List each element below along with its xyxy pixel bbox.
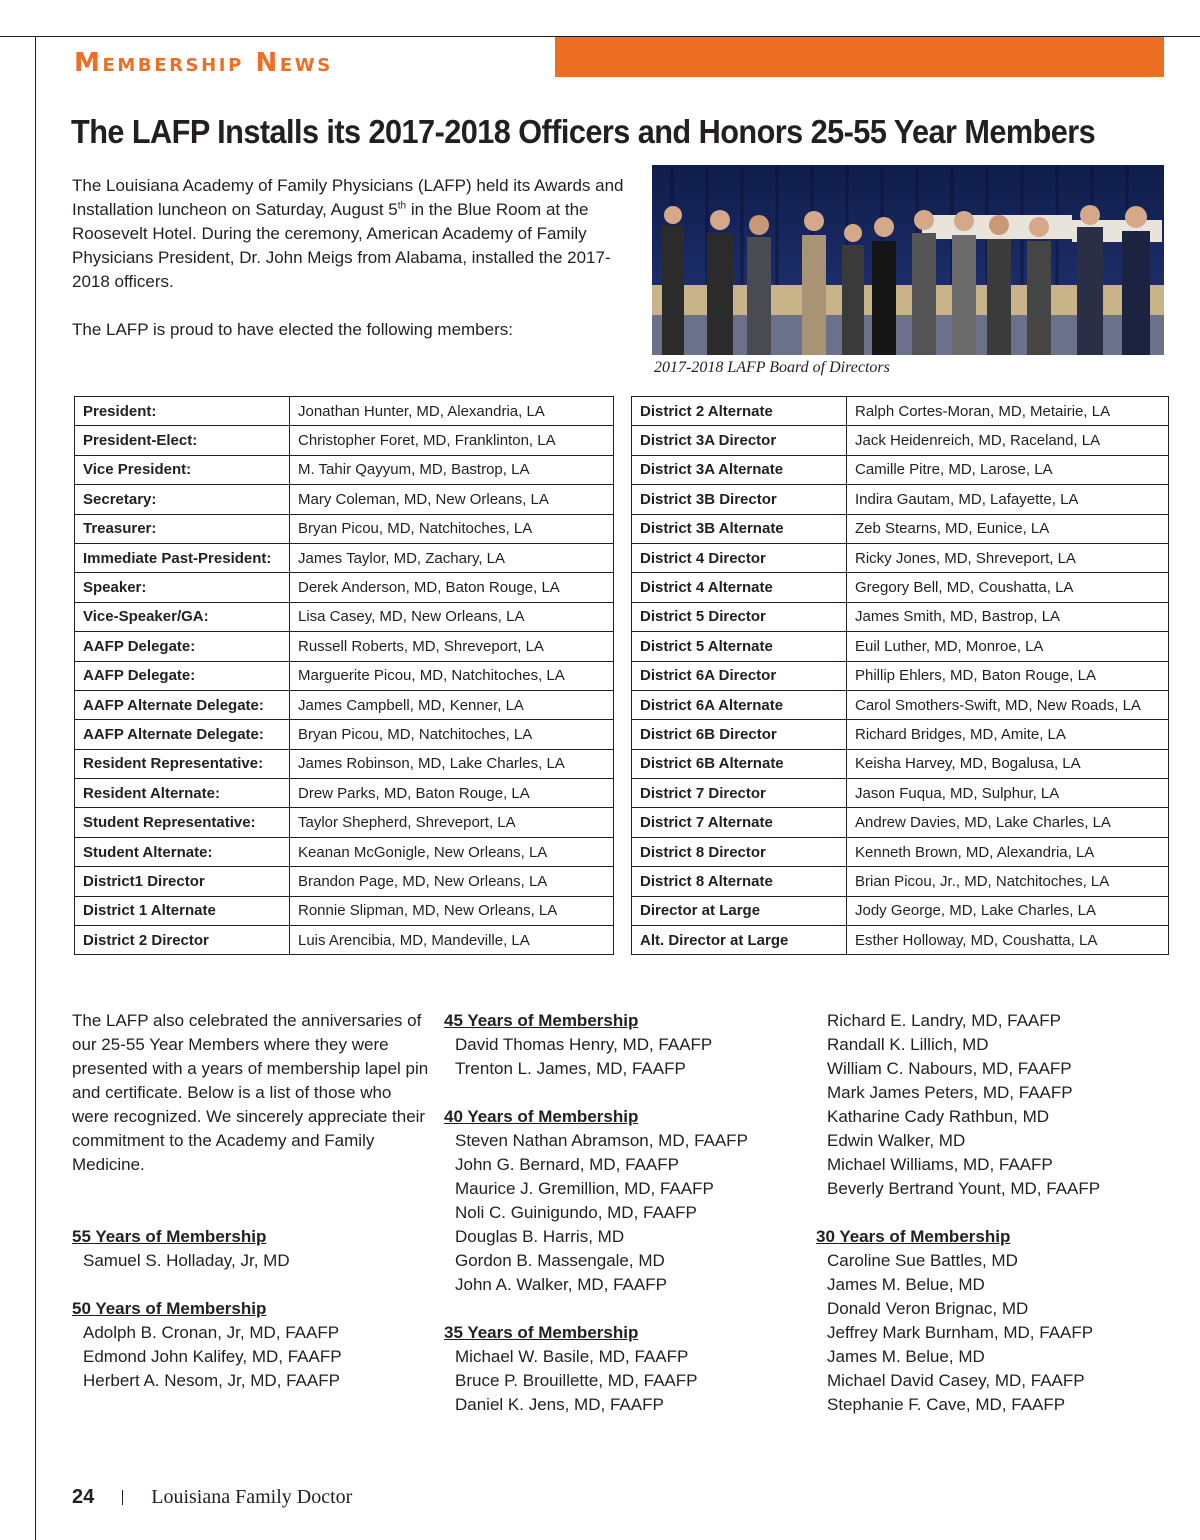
list-55-years: [72, 1249, 342, 1273]
intro-paragraph: The Louisiana Academy of Family Physicians (LAFP) held its Awards and Installation luncheon on Saturday, August 5th in the Blue Room at the Roosevelt Hotel. During the ceremony, American Academy of Family Physicians President, Dr. John Meigs from Alabama, installed the 2017-2018 officers.: [72, 176, 624, 291]
officer-name: James Campbell, MD, Kenner, LA: [290, 690, 614, 719]
member-name: Noli C. Guinigundo, MD, FAAFP: [455, 1203, 697, 1222]
officer-name: Mary Coleman, MD, New Orleans, LA: [290, 485, 614, 514]
officer-name: James Taylor, MD, Zachary, LA: [290, 543, 614, 572]
officer-name: Russell Roberts, MD, Shreveport, LA: [290, 632, 614, 661]
officer-name: Carol Smothers-Swift, MD, New Roads, LA: [847, 690, 1169, 719]
list-45-years: [444, 1033, 748, 1081]
officer-row: [632, 749, 1169, 778]
member-name: James M. Belue, MD: [827, 1275, 985, 1294]
officer-name: Zeb Stearns, MD, Eunice, LA: [847, 514, 1169, 543]
elected-intro: The LAFP is proud to have elected the following members:: [72, 320, 513, 339]
officer-name: Esther Holloway, MD, Coushatta, LA: [847, 926, 1169, 955]
officer-row: [632, 690, 1169, 719]
member-name: Maurice J. Gremillion, MD, FAAFP: [455, 1179, 714, 1198]
officer-row: [75, 690, 614, 719]
member-name: Caroline Sue Battles, MD: [827, 1251, 1018, 1270]
officer-role: District 3A Alternate: [632, 455, 847, 484]
officer-role: AAFP Alternate Delegate:: [75, 690, 290, 719]
officer-name: Jonathan Hunter, MD, Alexandria, LA: [290, 397, 614, 426]
header-accent-bar: [555, 37, 1164, 77]
officer-row: [75, 573, 614, 602]
officer-name: Jason Fuqua, MD, Sulphur, LA: [847, 779, 1169, 808]
officer-row: [632, 426, 1169, 455]
officer-row: [632, 543, 1169, 572]
list-30-years: [816, 1249, 1100, 1417]
list-35-years-part-2: [816, 1009, 1100, 1201]
officer-role: District 6B Director: [632, 720, 847, 749]
officer-name: Luis Arencibia, MD, Mandeville, LA: [290, 926, 614, 955]
member-name: Donald Veron Brignac, MD: [827, 1299, 1029, 1318]
officer-role: Immediate Past-President:: [75, 543, 290, 572]
officer-row: [75, 926, 614, 955]
officer-role: Student Alternate:: [75, 837, 290, 866]
anniversaries-intro-text: The LAFP also celebrated the anniversaries of our 25-55 Year Members where they were presented with a years of membership lapel pin and certificate. Below is a list of those who were recognized. We sincerely appreciate their commitment to the Academy and Family Medicine.: [72, 1011, 429, 1174]
officers-table-right: [631, 396, 1169, 955]
member-name: Stephanie F. Cave, MD, FAAFP: [827, 1395, 1066, 1414]
member-name: Steven Nathan Abramson, MD, FAAFP: [455, 1131, 748, 1150]
officer-role: District 3A Director: [632, 426, 847, 455]
officer-row: [75, 896, 614, 925]
officer-row: [632, 837, 1169, 866]
officer-row: [632, 926, 1169, 955]
section-label: Membership News: [74, 48, 333, 78]
photo-caption: 2017-2018 LAFP Board of Directors: [654, 359, 890, 376]
officer-name: Ronnie Slipman, MD, New Orleans, LA: [290, 896, 614, 925]
anniversary-col-2: [444, 1009, 748, 1417]
anniversary-col-1: [72, 1225, 342, 1393]
heading-30-years: 30 Years of Membership: [816, 1227, 1011, 1246]
member-name: Jeffrey Mark Burnham, MD, FAAFP: [827, 1323, 1094, 1342]
member-name: James M. Belue, MD: [827, 1347, 985, 1366]
officer-row: [75, 837, 614, 866]
article-title: The LAFP Installs its 2017-2018 Officers and Honors 25-55 Year Members: [71, 113, 1096, 150]
officer-row: [632, 455, 1169, 484]
heading-55-years: 55 Years of Membership: [72, 1227, 267, 1246]
member-name: Samuel S. Holladay, Jr, MD: [83, 1251, 290, 1270]
officer-row: [75, 514, 614, 543]
officer-name: Taylor Shepherd, Shreveport, LA: [290, 808, 614, 837]
officer-name: Bryan Picou, MD, Natchitoches, LA: [290, 720, 614, 749]
member-name: Mark James Peters, MD, FAAFP: [827, 1083, 1073, 1102]
officer-role: District 2 Alternate: [632, 397, 847, 426]
officer-name: Richard Bridges, MD, Amite, LA: [847, 720, 1169, 749]
member-name: Beverly Bertrand Yount, MD, FAAFP: [827, 1179, 1101, 1198]
officer-row: [75, 543, 614, 572]
officer-role: Treasurer:: [75, 514, 290, 543]
officer-row: [75, 397, 614, 426]
officer-role: Speaker:: [75, 573, 290, 602]
officer-role: Alt. Director at Large: [632, 926, 847, 955]
member-name: Katharine Cady Rathbun, MD: [827, 1107, 1050, 1126]
officer-role: District 6A Director: [632, 661, 847, 690]
left-rule: [35, 36, 36, 1540]
officers-table-left: [74, 396, 614, 955]
officer-name: James Smith, MD, Bastrop, LA: [847, 602, 1169, 631]
anniversary-col-3: [816, 1009, 1100, 1417]
member-name: John G. Bernard, MD, FAAFP: [455, 1155, 679, 1174]
officer-row: [632, 808, 1169, 837]
officer-role: District1 Director: [75, 867, 290, 896]
list-50-years: [72, 1321, 342, 1393]
officer-role: District 4 Director: [632, 543, 847, 572]
officer-name: Keanan McGonigle, New Orleans, LA: [290, 837, 614, 866]
officer-role: AAFP Delegate:: [75, 632, 290, 661]
member-name: Edwin Walker, MD: [827, 1131, 966, 1150]
officer-row: [632, 720, 1169, 749]
officer-name: Kenneth Brown, MD, Alexandria, LA: [847, 837, 1169, 866]
officer-role: District 8 Alternate: [632, 867, 847, 896]
officer-role: Student Representative:: [75, 808, 290, 837]
list-40-years: [444, 1129, 748, 1297]
officer-row: [632, 602, 1169, 631]
officer-row: [75, 749, 614, 778]
officer-name: Ralph Cortes-Moran, MD, Metairie, LA: [847, 397, 1169, 426]
officer-name: Camille Pitre, MD, Larose, LA: [847, 455, 1169, 484]
officer-role: District 8 Director: [632, 837, 847, 866]
officer-role: Vice President:: [75, 455, 290, 484]
officer-role: Resident Representative:: [75, 749, 290, 778]
officer-name: Andrew Davies, MD, Lake Charles, LA: [847, 808, 1169, 837]
officer-row: [75, 426, 614, 455]
officer-name: Drew Parks, MD, Baton Rouge, LA: [290, 779, 614, 808]
officer-role: District 5 Director: [632, 602, 847, 631]
officer-row: [632, 896, 1169, 925]
page-footer: [72, 1484, 352, 1510]
officer-name: Ricky Jones, MD, Shreveport, LA: [847, 543, 1169, 572]
member-name: John A. Walker, MD, FAAFP: [455, 1275, 667, 1294]
officer-row: [632, 632, 1169, 661]
member-name: Michael Williams, MD, FAAFP: [827, 1155, 1053, 1174]
member-name: Bruce P. Brouillette, MD, FAAFP: [455, 1371, 698, 1390]
officer-row: [75, 720, 614, 749]
officer-name: Lisa Casey, MD, New Orleans, LA: [290, 602, 614, 631]
officer-role: District 7 Alternate: [632, 808, 847, 837]
officer-name: Derek Anderson, MD, Baton Rouge, LA: [290, 573, 614, 602]
officer-row: [75, 867, 614, 896]
officer-row: [632, 779, 1169, 808]
officer-row: [632, 867, 1169, 896]
officer-role: District 1 Alternate: [75, 896, 290, 925]
footer-divider: [122, 1490, 123, 1505]
officer-role: Director at Large: [632, 896, 847, 925]
page-number: 24: [72, 1486, 95, 1508]
member-name: Michael W. Basile, MD, FAAFP: [455, 1347, 689, 1366]
list-35-years-part-1: [444, 1345, 748, 1417]
officer-role: Resident Alternate:: [75, 779, 290, 808]
member-name: Trenton L. James, MD, FAAFP: [455, 1059, 686, 1078]
member-name: Randall K. Lillich, MD: [827, 1035, 989, 1054]
officer-name: Gregory Bell, MD, Coushatta, LA: [847, 573, 1169, 602]
officer-row: [75, 455, 614, 484]
member-name: Richard E. Landry, MD, FAAFP: [827, 1011, 1061, 1030]
officer-row: [632, 485, 1169, 514]
heading-50-years: 50 Years of Membership: [72, 1299, 267, 1318]
officer-name: Christopher Foret, MD, Franklinton, LA: [290, 426, 614, 455]
officer-role: District 6A Alternate: [632, 690, 847, 719]
officer-role: AAFP Delegate:: [75, 661, 290, 690]
member-name: William C. Nabours, MD, FAAFP: [827, 1059, 1072, 1078]
heading-40-years: 40 Years of Membership: [444, 1107, 639, 1126]
board-photo: [652, 165, 1164, 355]
officer-role: AAFP Alternate Delegate:: [75, 720, 290, 749]
officer-name: Brian Picou, Jr., MD, Natchitoches, LA: [847, 867, 1169, 896]
officer-name: Bryan Picou, MD, Natchitoches, LA: [290, 514, 614, 543]
officer-role: District 7 Director: [632, 779, 847, 808]
officer-row: [75, 632, 614, 661]
officer-role: District 3B Alternate: [632, 514, 847, 543]
member-name: Michael David Casey, MD, FAAFP: [827, 1371, 1085, 1390]
officer-name: Jack Heidenreich, MD, Raceland, LA: [847, 426, 1169, 455]
officer-role: District 6B Alternate: [632, 749, 847, 778]
officer-row: [632, 661, 1169, 690]
officer-role: President-Elect:: [75, 426, 290, 455]
officer-row: [632, 573, 1169, 602]
officer-row: [632, 397, 1169, 426]
officer-name: Indira Gautam, MD, Lafayette, LA: [847, 485, 1169, 514]
officer-name: Keisha Harvey, MD, Bogalusa, LA: [847, 749, 1169, 778]
member-name: Herbert A. Nesom, Jr, MD, FAAFP: [83, 1371, 340, 1390]
heading-35-years: 35 Years of Membership: [444, 1323, 639, 1342]
officer-row: [75, 661, 614, 690]
member-name: Adolph B. Cronan, Jr, MD, FAAFP: [83, 1323, 340, 1342]
officer-role: Vice-Speaker/GA:: [75, 602, 290, 631]
officer-row: [75, 779, 614, 808]
board-photo-illustration: [652, 165, 1164, 355]
officer-row: [75, 808, 614, 837]
publication-name: Louisiana Family Doctor: [151, 1486, 353, 1508]
member-name: Douglas B. Harris, MD: [455, 1227, 625, 1246]
officer-role: District 5 Alternate: [632, 632, 847, 661]
officer-role: District 4 Alternate: [632, 573, 847, 602]
officer-name: Marguerite Picou, MD, Natchitoches, LA: [290, 661, 614, 690]
member-name: Edmond John Kalifey, MD, FAAFP: [83, 1347, 342, 1366]
officer-role: President:: [75, 397, 290, 426]
anniversaries-intro: [72, 1009, 432, 1177]
officer-row: [632, 514, 1169, 543]
member-name: David Thomas Henry, MD, FAAFP: [455, 1035, 713, 1054]
member-name: Gordon B. Massengale, MD: [455, 1251, 665, 1270]
member-name: Daniel K. Jens, MD, FAAFP: [455, 1395, 664, 1414]
officer-name: M. Tahir Qayyum, MD, Bastrop, LA: [290, 455, 614, 484]
officer-row: [75, 602, 614, 631]
officer-name: Phillip Ehlers, MD, Baton Rouge, LA: [847, 661, 1169, 690]
officer-role: District 3B Director: [632, 485, 847, 514]
officer-name: James Robinson, MD, Lake Charles, LA: [290, 749, 614, 778]
officer-name: Euil Luther, MD, Monroe, LA: [847, 632, 1169, 661]
heading-45-years: 45 Years of Membership: [444, 1011, 639, 1030]
article-intro: [72, 174, 632, 342]
officer-role: Secretary:: [75, 485, 290, 514]
officer-name: Jody George, MD, Lake Charles, LA: [847, 896, 1169, 925]
officer-row: [75, 485, 614, 514]
officer-role: District 2 Director: [75, 926, 290, 955]
officer-name: Brandon Page, MD, New Orleans, LA: [290, 867, 614, 896]
